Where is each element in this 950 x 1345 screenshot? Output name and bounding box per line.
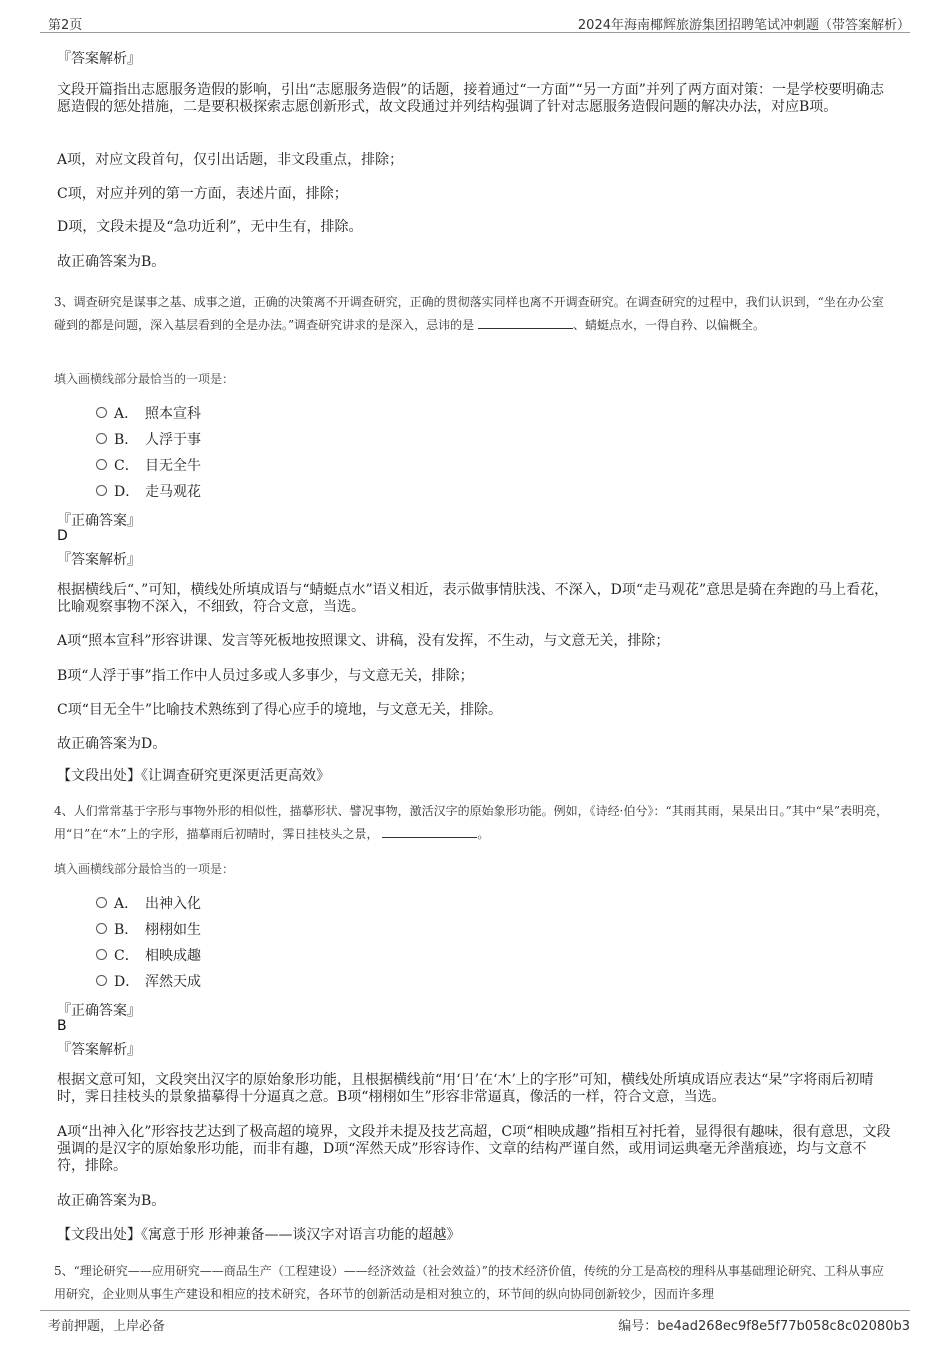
q5-stem: 5、“理论研究——应用研究——商品生产（工程建设）——经济效益（社会效益）”的技术经济价值，传统的分工是高校的理科从事基础理论研究、工科从事应用研究，企业则从事生产建设和相应的技术研究，各环节的创新活动是相对独立的，环节间的纵向协同创新较少，因而许多理 — [54, 1264, 884, 1301]
q4-source: 【文段出处】《寓意于形 形神兼备——谈汉字对语言功能的超越》 — [57, 1227, 461, 1243]
q3-analysis-label: 『答案解析』 — [57, 552, 141, 568]
document-title: 2024年海南椰辉旅游集团招聘笔试冲刺题（带答案解析） — [577, 18, 910, 33]
radio-icon[interactable] — [96, 485, 107, 496]
q2-analysis-label: 『答案解析』 — [57, 51, 141, 67]
q3-correct-answer: D — [57, 528, 68, 544]
page-header — [40, 12, 910, 33]
radio-icon[interactable] — [96, 459, 107, 470]
radio-icon[interactable] — [96, 949, 107, 960]
q4-analysis-label: 『答案解析』 — [57, 1042, 141, 1058]
radio-icon[interactable] — [96, 407, 107, 418]
q4-analysis-p2: A项“出神入化”形容技艺达到了极高超的境界，文段并未提及技艺高超，C项“相映成趣”指相互衬托着，显得很有趣味，很有意思，文段强调的是汉字的原始象形功能，而非有趣，D项“浑然天成”形容诗作、文章的结构严谨自然，或用词运典毫无斧凿痕迹，均与文意不符，排除。 — [57, 1124, 891, 1174]
radio-icon[interactable] — [96, 897, 107, 908]
q3-analysis-p3: B项“人浮于事”指工作中人员过多或人多事少，与文意无关，排除； — [57, 668, 474, 684]
q4-stem: 4、人们常常基于字形与事物外形的相似性，描摹形状、譬况事物，激活汉字的原始象形功能。例如，《诗经·伯兮》：“其雨其雨，杲杲出日。”其中“杲”表明亮，用“日”在“木”上的字形，描摹雨后初晴时，霁日挂枝头之景， 。 — [54, 804, 888, 841]
radio-icon[interactable] — [96, 923, 107, 934]
footer-slogan: 考前押题，上岸必备 — [48, 1319, 166, 1334]
q2-analysis-p4: D项，文段未提及“急功近利”，无中生有，排除。 — [57, 219, 363, 235]
q3-analysis-p4: C项“目无全牛”比喻技术熟练到了得心应手的境地，与文意无关，排除。 — [57, 702, 503, 718]
q4-correct-label: 『正确答案』 — [57, 1003, 141, 1019]
q4-correct-answer: B — [57, 1018, 67, 1034]
q4-blank — [382, 825, 477, 838]
q3-stem: 3、调查研究是谋事之基、成事之道，正确的决策离不开调查研究，正确的贯彻落实同样也离不开调查研究。在调查研究的过程中，我们认识到，“坐在办公室碰到的都是问题，深入基层看到的全是办法。”调查研究讲求的是深入，忌讳的是 、蜻蜓点水，一得自矜、以偏概全。 — [54, 295, 884, 332]
page-footer — [40, 1310, 910, 1334]
q2-analysis-p3: C项，对应并列的第一方面，表述片面，排除； — [57, 186, 348, 202]
q3-source: 【文段出处】《让调查研究更深更活更高效》 — [57, 768, 330, 784]
q2-conclusion: 故正确答案为B。 — [57, 254, 166, 270]
q3-correct-label: 『正确答案』 — [57, 513, 141, 529]
q4-hint: 填入画横线部分最恰当的一项是： — [54, 862, 235, 876]
q2-analysis-p1: 文段开篇指出志愿服务造假的影响，引出“志愿服务造假”的话题，接着通过“一方面”“另一方面”并列了两方面对策：一是学校要明确志愿造假的惩处措施，二是要积极探索志愿创新形式，故文段通过并列结构强调了针对志愿服务造假问题的解决办法，对应B项。 — [57, 82, 884, 115]
radio-icon[interactable] — [96, 433, 107, 444]
q3-hint: 填入画横线部分最恰当的一项是： — [54, 372, 235, 386]
q4-analysis-p1: 根据文意可知，文段突出汉字的原始象形功能，且根据横线前“用‘日’在‘木’上的字形”可知，横线处所填成语应表达“杲”字将雨后初晴时，霁日挂枝头的景象描摹得十分逼真之意。B项“栩栩如生”形容非常逼真，像活的一样，符合文意，当选。 — [57, 1072, 874, 1105]
page-number: 第2页 — [48, 18, 83, 33]
radio-icon[interactable] — [96, 975, 107, 986]
q4-conclusion: 故正确答案为B。 — [57, 1193, 166, 1209]
q3-conclusion: 故正确答案为D。 — [57, 736, 167, 752]
q2-analysis-p2: A项，对应文段首句，仅引出话题，非文段重点，排除； — [57, 152, 404, 168]
document-code: 编号：be4ad268ec9f8e5f77b058c8c02080b3 — [618, 1319, 910, 1334]
q3-blank — [478, 316, 573, 329]
q3-analysis-p1: 根据横线后“、”可知，横线处所填成语与“蜻蜓点水”语义相近，表示做事情肤浅、不深入，D项“走马观花”意思是骑在奔跑的马上看花，比喻观察事物不深入，不细致，符合文意，当选。 — [57, 582, 889, 615]
q3-analysis-p2: A项“照本宣科”形容讲课、发言等死板地按照课文、讲稿，没有发挥，不生动，与文意无关，排除； — [57, 633, 670, 649]
